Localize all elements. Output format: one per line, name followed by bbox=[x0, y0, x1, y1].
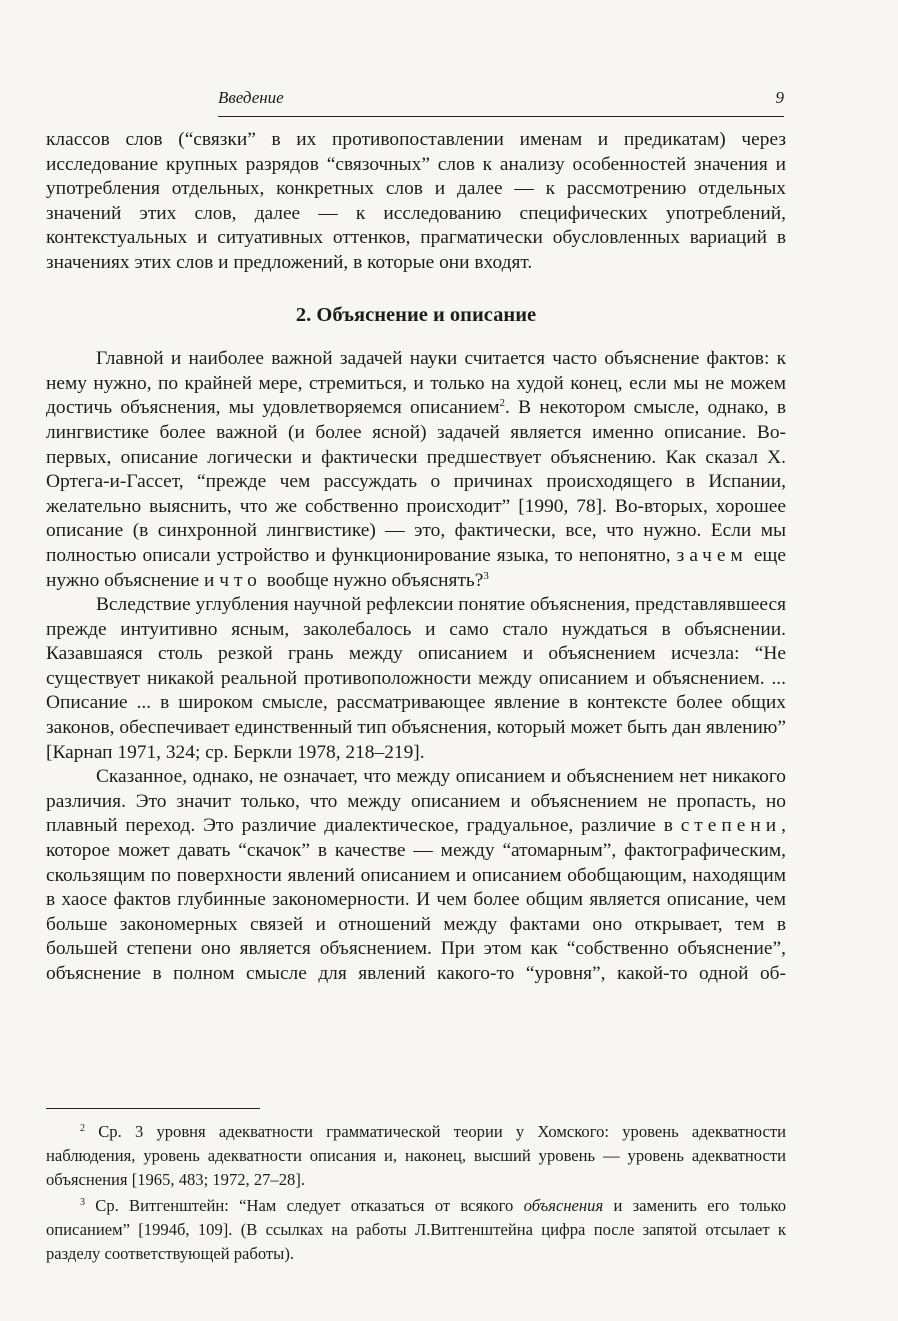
section-heading: 2. Объяснение и описание bbox=[295, 303, 537, 326]
paragraph-2: Вследствие углубления научной рефлексии понятие объяснения, представлявшееся прежде интуитивно ясным, заколебалось и само стало нуждаться в объяснении. Казавшаяся столь резкой грань между описанием и объяснением исчезла: “Не существует никакой реальной противоположности между описанием и объяснением. ... Описание ... в широком смысле, рассматривающее явление в контексте более общих законов, обеспечивает единственный тип объяснения, который может быть дан явлению” [Карнап 1971, 324; ср. Беркли 1978, 218–219]. bbox=[46, 594, 786, 763]
footnote-3 bbox=[46, 1194, 786, 1266]
paragraph-1-part-c: еще нужно объяснение и bbox=[46, 544, 786, 591]
paragraph-1-part-b: . В некотором смысле, однако, в лингвистике более важной (и более ясной) задачей является именно описание. Во-первых, описание логически и фактически предшествует объяснению. Как сказал Х. Ортега-и-Гассет, “прежде чем рассуждать о причинах происходящего в Испании, желательно выяснить, что же собственно происходит” [1990, 78]. Во-вторых, хорошее описание (в синхронной лингвистике) — это, фактически, все, что нужно. Если мы полностью описали устройство и функционирование языка, то непонятно, bbox=[46, 397, 786, 566]
footnote-3-text-a: Ср. Витгенштейн: “Нам следует отказаться от всякого bbox=[95, 1196, 514, 1215]
footnote-2 bbox=[46, 1120, 786, 1192]
paragraph-3-part-b: , которое может давать “скачок” в качестве — между “атомарным”, фактографическим, скользящим по поверхности явлений описанием и описанием обобщающим, находящим в хаосе фактов глубинные закономерности. И чем более общим является описание, чем больше закономерных связей и отношений между фактами оно открывает, тем в большей степени оно является объяснением. При этом как “собственно объяснение”, объяснение в полном смысле для явлений какого-то “уровня”, какой-то одной об- bbox=[46, 815, 786, 984]
footnote-3-marker: 3 bbox=[80, 1197, 85, 1208]
paragraph-1-part-d: вообще нужно объяснять? bbox=[266, 569, 484, 591]
spaced-emphasis-chto: что bbox=[219, 569, 262, 591]
running-head bbox=[218, 88, 784, 108]
spaced-emphasis-stepeni: степени bbox=[680, 815, 782, 837]
spaced-emphasis-zachem: зачем bbox=[676, 544, 748, 566]
footnotes bbox=[46, 1120, 786, 1268]
paragraph-3-part-a: Сказанное, однако, не означает, что между описанием и объяснением нет никакого различия. Это значит только, что между описанием и объяснением не пропасть, но плавный переход. Это различие диалектическое, градуальное, различие в bbox=[46, 766, 786, 837]
footnote-rule bbox=[46, 1108, 260, 1109]
main-text bbox=[46, 128, 786, 987]
footnote-2-marker: 2 bbox=[80, 1123, 85, 1134]
footnote-2-text: Ср. 3 уровня адекватности грамматической теории у Хомского: уровень адекватности наблюдения, уровень адекватности описания и, наконец, высший уровень — уровень адекватности объяснения [1965, 483; 1972, 27–28]. bbox=[46, 1122, 786, 1189]
paragraph-1-part-a: Главной и наиболее важной задачей науки считается часто объяснение фактов: к нему нужно, по крайней мере, стремиться, и только на худой конец, если мы не можем достичь объяснения, мы удовлетворяемся описанием bbox=[46, 348, 786, 419]
paragraph-continuation: классов слов (“связки” в их противопоставлении именам и предикатам) через исследование крупных разрядов “связочных” слов к анализу особенностей значения и употребления отдельных, конкретных слов и далее — к рассмотрению отдельных значений этих слов, далее — к исследованию специфических употреблений, контекстуальных и ситуативных оттенков, прагматически обусловленных вариаций в значениях этих слов и предложений, в которые они входят. bbox=[46, 129, 786, 273]
paragraph-3 bbox=[46, 765, 786, 986]
page-number: 9 bbox=[775, 88, 784, 107]
paragraph-1 bbox=[46, 347, 786, 593]
header-section-title: Введение bbox=[218, 88, 284, 107]
footnote-3-italic: объяснения bbox=[523, 1196, 604, 1215]
header-rule bbox=[218, 116, 784, 117]
footnote-3-text-b: и заменить его только описанием” [1994б, 109]. (В ссылках на работы Л.Витгенштейна цифра после запятой отсылает к разделу соответствующей работы). bbox=[46, 1196, 786, 1263]
footnote-ref-2: 2 bbox=[499, 397, 506, 410]
footnote-ref-3: 3 bbox=[483, 569, 489, 582]
